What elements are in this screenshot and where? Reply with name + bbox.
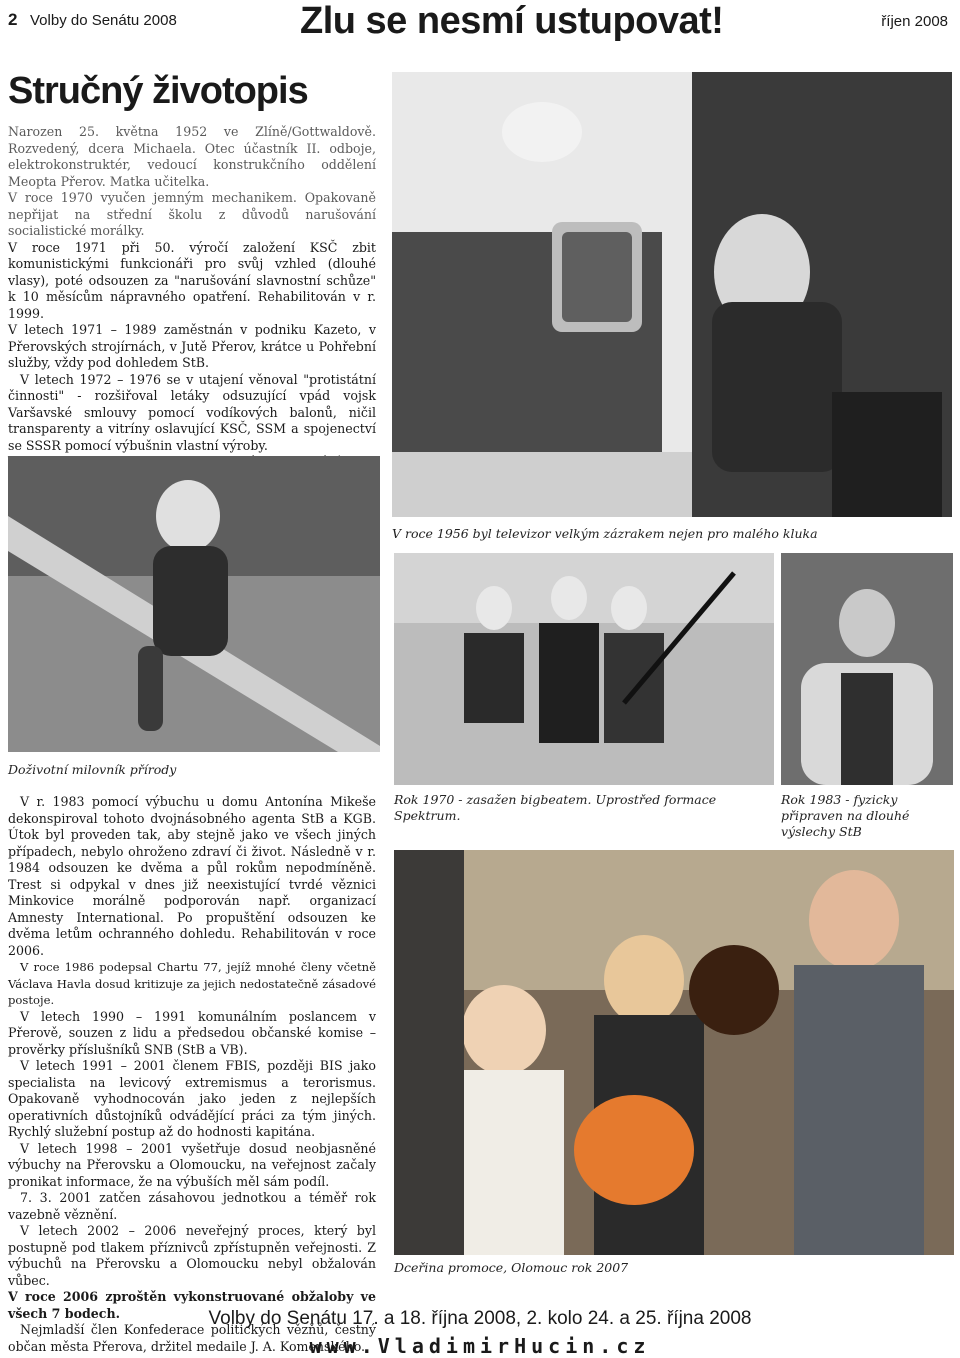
- paper-name: Volby do Senátu 2008: [30, 12, 177, 29]
- bio-paragraph-acquittal: V roce 2006 zproštěn vykonstruované obžaloby ve všech 7 bodech.: [8, 1289, 376, 1321]
- bio-paragraph: V letech 1971 – 1989 zaměstnán v podniku Kazeto, v Přerovských strojírnách, v Jutě Přerov, krátce u Pohřební služby, vždy pod dohledem StB.: [8, 322, 376, 370]
- bio-paragraph: Nejmladší člen Konfederace politických vězňů, čestný občan města Přerova, držitel medaile J. A. Komenského.: [8, 1322, 376, 1354]
- bio-paragraph: 7. 3. 2001 zatčen zásahovou jednotkou a téměř rok vazebně věznění.: [8, 1190, 376, 1222]
- bio-paragraph: V roce 1970 vyučen jemným mechanikem. Opakovaně nepřijat na střední školu z důvodů narušování socialistické morálky.: [8, 190, 376, 238]
- bio-paragraph: V letech 2002 – 2006 neveřejný proces, který byl postupně pod tlakem příznivců zpřístupněn veřejnosti. Z výbuchů na Přerovsku a Olomoucku nebyl obžalován vůbec.: [8, 1223, 376, 1288]
- caption-tv: V roce 1956 byl televizor velkým zázrakem nejen pro malého kluka: [392, 526, 818, 541]
- caption-band: Rok 1970 - zasažen bigbeatem. Uprostřed formace Spektrum.: [394, 792, 717, 823]
- caption-graduation: Dceřina promoce, Olomouc rok 2007: [394, 1260, 629, 1275]
- bio-paragraph: V letech 1991 – 2001 členem FBIS, později BIS jako specialista na levicový extremismus a terorismus. Opakovaně vyhodnocován jako jeden z nejlepších operativních důstojníků odvádějící práci za tým jiných. Rychlý služební postup až do hodnosti kapitána.: [8, 1058, 376, 1139]
- website-url: www.VladimirHucin.cz: [309, 1334, 651, 1358]
- election-dates-text: Volby do Senátu 17. a 18. října 2008, 2. kolo 24. a 25. října 2008: [208, 1308, 752, 1329]
- section-title: Stručný životopis: [8, 70, 308, 112]
- issue-date: říjen 2008: [881, 13, 948, 30]
- bio-paragraph: V roce 1971 při 50. výročí založení KSČ zbit komunistickými funkcionáři pro svůj vzhled (dlouhé vlasy), poté odsouzen za "narušování slavnostní schůze" k 10 měsícům nápravného opatření. Rehabilitován v r. 1999.: [8, 239, 376, 321]
- election-dates: [0, 1308, 960, 1330]
- photo-graduation: [394, 850, 954, 1255]
- bio-paragraph: V roce 1986 podepsal Chartu 77, jejíž mnohé členy včetně Václava Havla dosud kritizuje za jejich nedostatečně zásadové postoje.: [8, 960, 376, 1007]
- photo-toddler-on-log: [8, 456, 380, 752]
- bio-paragraph: V letech 1990 – 1991 komunálním poslancem v Přerově, souzen z lidu a předsedou občanské komise – prověrky příslušníků SNB (StB a VB).: [8, 1008, 376, 1057]
- bio-paragraph: V letech 1998 – 2001 vyšetřuje dosud neobjasněné výbuchy na Přerovsku a Olomoucku, na veřejnost začaly pronikat informace, že na výbuších měl sám podíl.: [8, 1140, 376, 1189]
- bio-paragraph: Narozen 25. května 1952 ve Zlíně/Gottwaldově. Rozvedený, dcera Michaela. Otec účastník II. odboje, elektrokonstruktér, vedoucí konstrukčního oddělení Meopta Přerov. Matka učitelka.: [8, 124, 376, 189]
- bio-bottom-column: [8, 794, 376, 1355]
- caption-worker: Rok 1983 - fyzicky připraven na dlouhé výslechy StB: [781, 792, 910, 839]
- bio-paragraph: V r. 1983 pomocí výbuchu u domu Antonína Mikeše dekonspiroval tohoto dvojnásobného agenta StB a KGB. Útok byl proveden tak, aby stejně jako ve všech jiných případech, nebylo ohroženo zdraví či život. Následně v r. 1984 odsouzen ke dvěma a půl rokům nepodmíněně. Trest si odpykal v dnes již neexistující tvrdé věznici Minkovice morálně podporován např. organizací Amnesty International. Po propuštění odsouzen ke dvěma letům ochranného dohledu. Rehabilitován v roce 2006.: [8, 794, 376, 958]
- photo-boy-with-television: [392, 72, 952, 517]
- page-number: 2: [8, 10, 18, 29]
- photo-worker: [781, 553, 953, 785]
- bio-top-column: [8, 124, 376, 504]
- headline: Zlu se nesmí ustupovat!: [300, 0, 724, 42]
- photo-band: [394, 553, 774, 785]
- caption-nature: Doživotní milovník přírody: [8, 762, 177, 777]
- bio-paragraph: V letech 1972 – 1976 se v utajení věnoval "protistátní činnosti" - rozšiřoval letáky odsuzující vpád vojsk Varšavské smlouvy pomocí vodíkových balonů, ničil transparenty a vitríny oslavující KSČ, SSM a spojenectví se SSSR pomocí výbušnin vlastní výroby.: [8, 371, 376, 453]
